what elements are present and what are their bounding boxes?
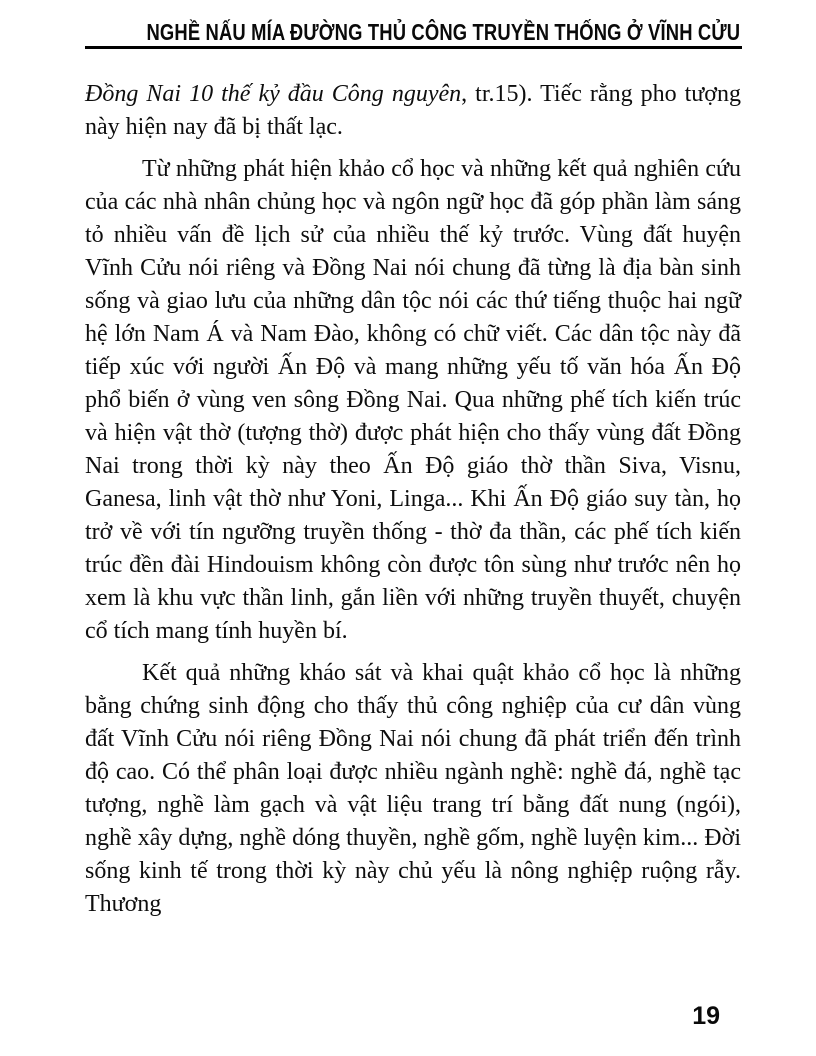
paragraph-archaeology: Từ những phát hiện khảo cổ học và những kết quả nghiên cứu của các nhà nhân chủng học và ngôn ngữ học đã góp phần làm sáng tỏ nhiều vấn đề lịch sử của nhiều thế kỷ trước. Vùng đất huyện Vĩnh Cửu nói riêng và Đồng Nai nói chung đã từng là địa bàn sinh sống và giao lưu của những dân tộc nói các thứ tiếng thuộc hai ngữ hệ lớn Nam Á và Nam Đào, không có chữ viết. Các dân tộc này đã tiếp xúc với người Ấn Độ và mang những yếu tố văn hóa Ấn Độ phổ biến ở vùng ven sông Đồng Nai. Qua những phế tích kiến trúc và hiện vật thờ (tượng thờ) được phát hiện cho thấy vùng đất Đồng Nai trong thời kỳ này theo Ấn Độ giáo thờ thần Siva, Visnu, Ganesa, linh vật thờ như Yoni, Linga... Khi Ấn Độ giáo suy tàn, họ trở về với tín ngưỡng truyền thống - thờ đa thần, các phế tích kiến trúc đền đài Hindouism không còn được tôn sùng như trước nên họ xem là khu vực thần linh, gắn liền với những truyền thuyết, chuyện cổ tích mang tính huyền bí.: [85, 156, 741, 644]
running-head-title: NGHỀ NẤU MÍA ĐƯỜNG THỦ CÔNG TRUYỀN THỐNG Ở VĨNH CỬU: [146, 19, 740, 45]
paragraph-crafts: Kết quả những kháo sát và khai quật khảo cổ học là những bằng chứng sinh động cho thấy thủ công nghiệp của cư dân vùng đất Vĩnh Cửu nói riêng Đồng Nai nói chung đã phát triển đến trình độ cao. Có thể phân loại được nhiều ngành nghề: nghề đá, nghề tạc tượng, nghề làm gạch và vật liệu trang trí bằng đất nung (ngói), nghề xây dựng, nghề dóng thuyền, nghề gốm, nghề luyện kim... Đời sống kinh tế trong thời kỳ này chủ yếu là nông nghiệp ruộng rẫy. Thương: [85, 660, 741, 917]
page-body: [85, 78, 741, 930]
header-rule-divider: [85, 46, 742, 49]
citation-regular-text: , tr.15). Tiếc rằng pho tượng này hiện nay đã bị thất lạc.: [85, 81, 741, 140]
citation-title-italic: Đồng Nai 10 thế kỷ đầu Công nguyên: [85, 81, 462, 107]
paragraph-continuation: [85, 78, 741, 144]
page-number: 19: [692, 1002, 720, 1030]
